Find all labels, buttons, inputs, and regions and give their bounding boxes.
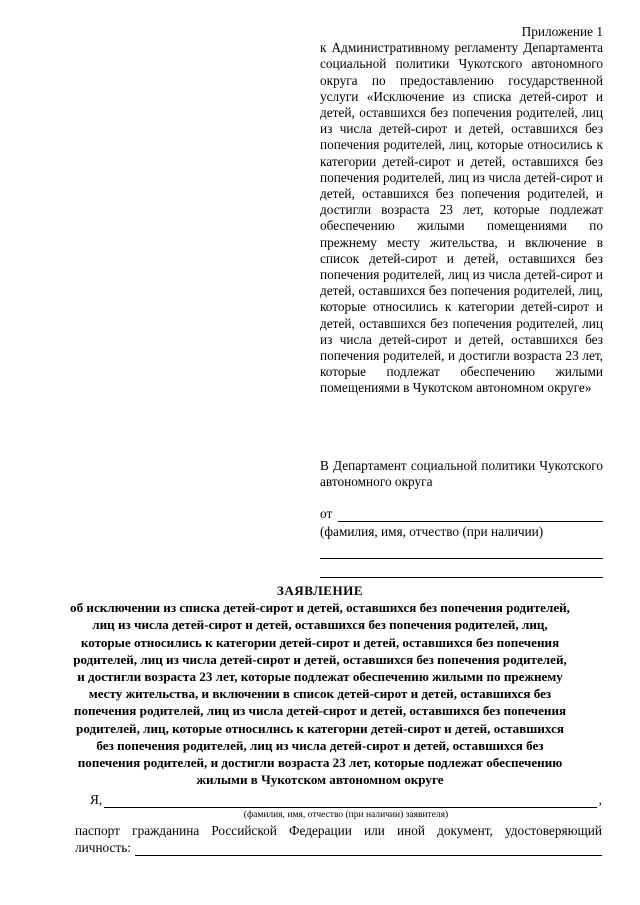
statement-title: ЗАЯВЛЕНИЕ [276,583,364,598]
recipient: В Департамент социальной политики Чукотского автономного округа [320,458,603,490]
appendix-text: к Административному регламенту Департамента социальной политики Чукотского автономного округа по предоставлению государственной услуги «Исключение из списка детей-сирот и детей, оставшихся без попечения родителей, лиц из числа детей-сирот и детей, оставшихся без попечения родителей, лиц, которые относились к категории детей-сирот и детей, оставшихся без попечения родителей, лиц из числа детей-сирот и детей, оставшихся без попечения родителей, и достигли возраста 23 лет, которые подлежат обеспечению жилыми помещениями по прежнему месту жительства, и включение в список детей-сирот и детей, оставшихся без попечения родителей, лиц из числа детей-сирот и детей, оставшихся без попечения родителей, лиц, которые относились к категории детей-сирот и детей, оставшихся без попечения родителей, лиц из числа детей-сирот и детей, оставшихся без попечения родителей, и достигли возраста 23 лет, которые подлежат обеспечению жилыми помещениями в Чукотском автономном округе» [320,40,603,396]
passport-text: паспорт гражданина Российской Федерации или иной документ, удостоверяющий [75,823,602,838]
from-extra-line-1[interactable] [320,540,603,559]
applicant-prefix: Я, [90,792,103,807]
identity-line [75,839,602,856]
statement [70,582,570,788]
appendix-title: Приложение 1 [521,24,603,39]
statement-body: об исключении из списка детей-сирот и детей, оставшихся без попечения родителей, лиц из числа детей-сирот и детей, оставшихся без попечения родителей, лиц, которые относились к категории детей-сирот и детей, оставшихся без попечения родителей, лиц из числа детей-сирот и детей, оставшихся без попечения родителей, и достигли возраста 23 лет, которые подлежат обеспечению жилыми по прежнему месту жительства, и включении в список детей-сирот и детей, оставшихся без попечения родителей, лиц из числа детей-сирот и детей, оставшихся без попечения родителей, лиц, которые относились к категории детей-сирот и детей, оставшихся без попечения родителей, лиц из числа детей-сирот и детей, оставшихся без попечения родителей, и достигли возраста 23 лет, которые подлежат обеспечению жилыми в Чукотском автономном округе [70,600,570,788]
from-line [320,506,603,522]
from-label: от [320,505,333,521]
applicant-line [90,792,602,808]
applicant-name-field[interactable] [104,795,596,808]
appendix-header [320,24,603,397]
from-extra-line-2[interactable] [320,559,603,578]
identity-field[interactable] [135,843,602,856]
from-block [320,506,603,578]
applicant-suffix: , [598,792,602,807]
applicant-hint: (фамилия, имя, отчество (при наличии) заявителя) [243,810,449,820]
identity-label: личность: [75,840,132,855]
from-name-field[interactable] [338,509,603,522]
from-hint: (фамилия, имя, отчество (при наличии) [320,524,544,539]
